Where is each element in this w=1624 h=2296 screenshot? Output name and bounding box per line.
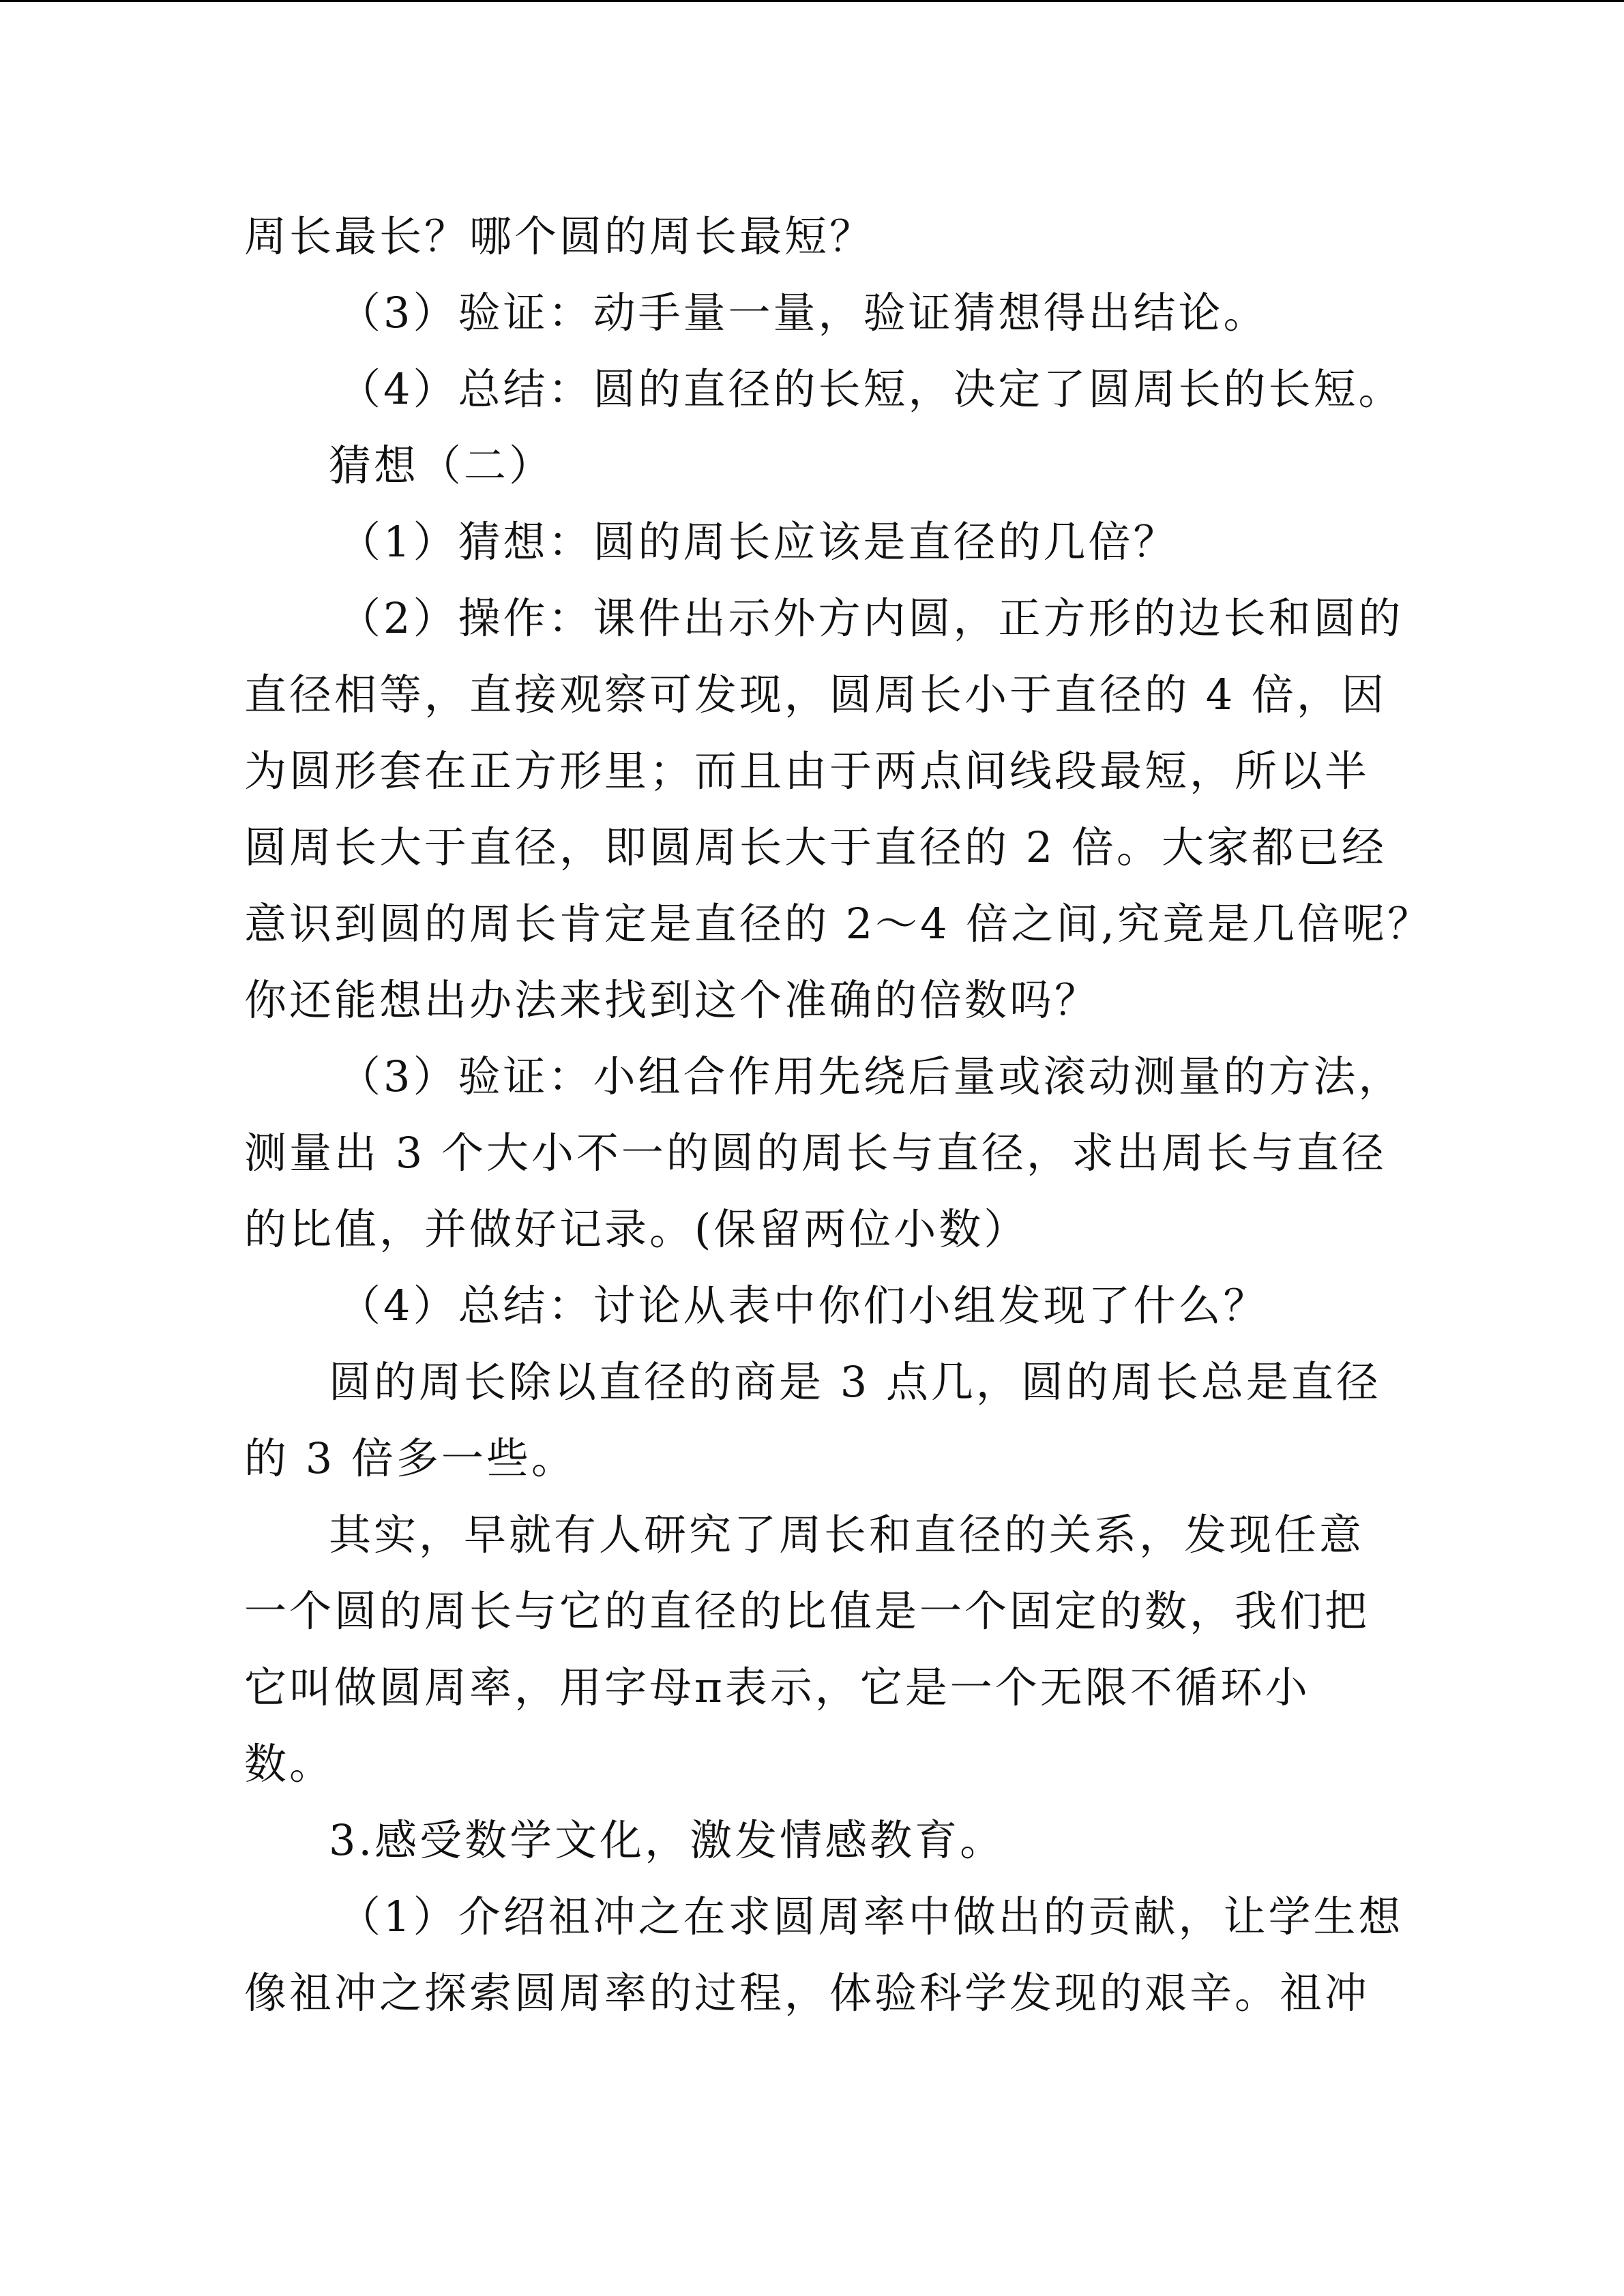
text-line: 3.感受数学文化，激发情感教育。 (329, 1815, 1005, 1865)
text-line: 猜想（二） (329, 441, 555, 490)
text-line: 的比值，并做好记录。(保留两位小数） (244, 1204, 1029, 1254)
text-line: 数。 (244, 1739, 335, 1789)
text-line: （1）猜想：圆的周长应该是直径的几倍？ (338, 517, 1179, 567)
text-line: （3）验证：动手量一量，验证猜想得出结论。 (338, 288, 1269, 338)
text-line: 圆的周长除以直径的商是 3 点几，圆的周长总是直径 (329, 1357, 1381, 1407)
text-line: 你还能想出办法来找到这个准确的倍数吗？ (244, 975, 1100, 1025)
text-line: 它叫做圆周率，用字母π表示，它是一个无限不循环小 (244, 1663, 1310, 1712)
text-line: 一个圆的周长与它的直径的比值是一个固定的数，我们把 (244, 1586, 1370, 1636)
text-line: 直径相等，直接观察可发现，圆周长小于直径的 4 倍，因 (244, 670, 1387, 719)
text-line: 测量出 3 个大小不一的圆的周长与直径，求出周长与直径 (244, 1128, 1387, 1178)
text-line: （3）验证：小组合作用先绕后量或滚动测量的方法， (338, 1052, 1404, 1101)
text-line: （4）总结：讨论从表中你们小组发现了什么？ (338, 1281, 1269, 1330)
text-line: （4）总结：圆的直径的长短，决定了圆周长的长短。 (338, 364, 1404, 414)
text-line: 意识到圆的周长肯定是直径的 2～4 倍之间,究竟是几倍呢？ (244, 899, 1433, 949)
text-line: 像祖冲之探索圆周率的过程，体验科学发现的艰辛。祖冲 (244, 1968, 1370, 2018)
text-line: 为圆形套在正方形里；而且由于两点间线段最短，所以半 (244, 746, 1370, 796)
text-line: （1）介绍祖冲之在求圆周率中做出的贡献，让学生想 (338, 1892, 1404, 1941)
text-line: （2）操作：课件出示外方内圆，正方形的边长和圆的 (338, 593, 1404, 643)
text-line: 圆周长大于直径，即圆周长大于直径的 2 倍。大家都已经 (244, 822, 1387, 872)
text-line: 周长最长？哪个圆的周长最短？ (244, 211, 875, 261)
body-text (244, 198, 1433, 2031)
text-line: 其实，早就有人研究了周长和直径的关系，发现任意 (329, 1510, 1365, 1560)
text-line: 的 3 倍多一些。 (244, 1433, 576, 1483)
